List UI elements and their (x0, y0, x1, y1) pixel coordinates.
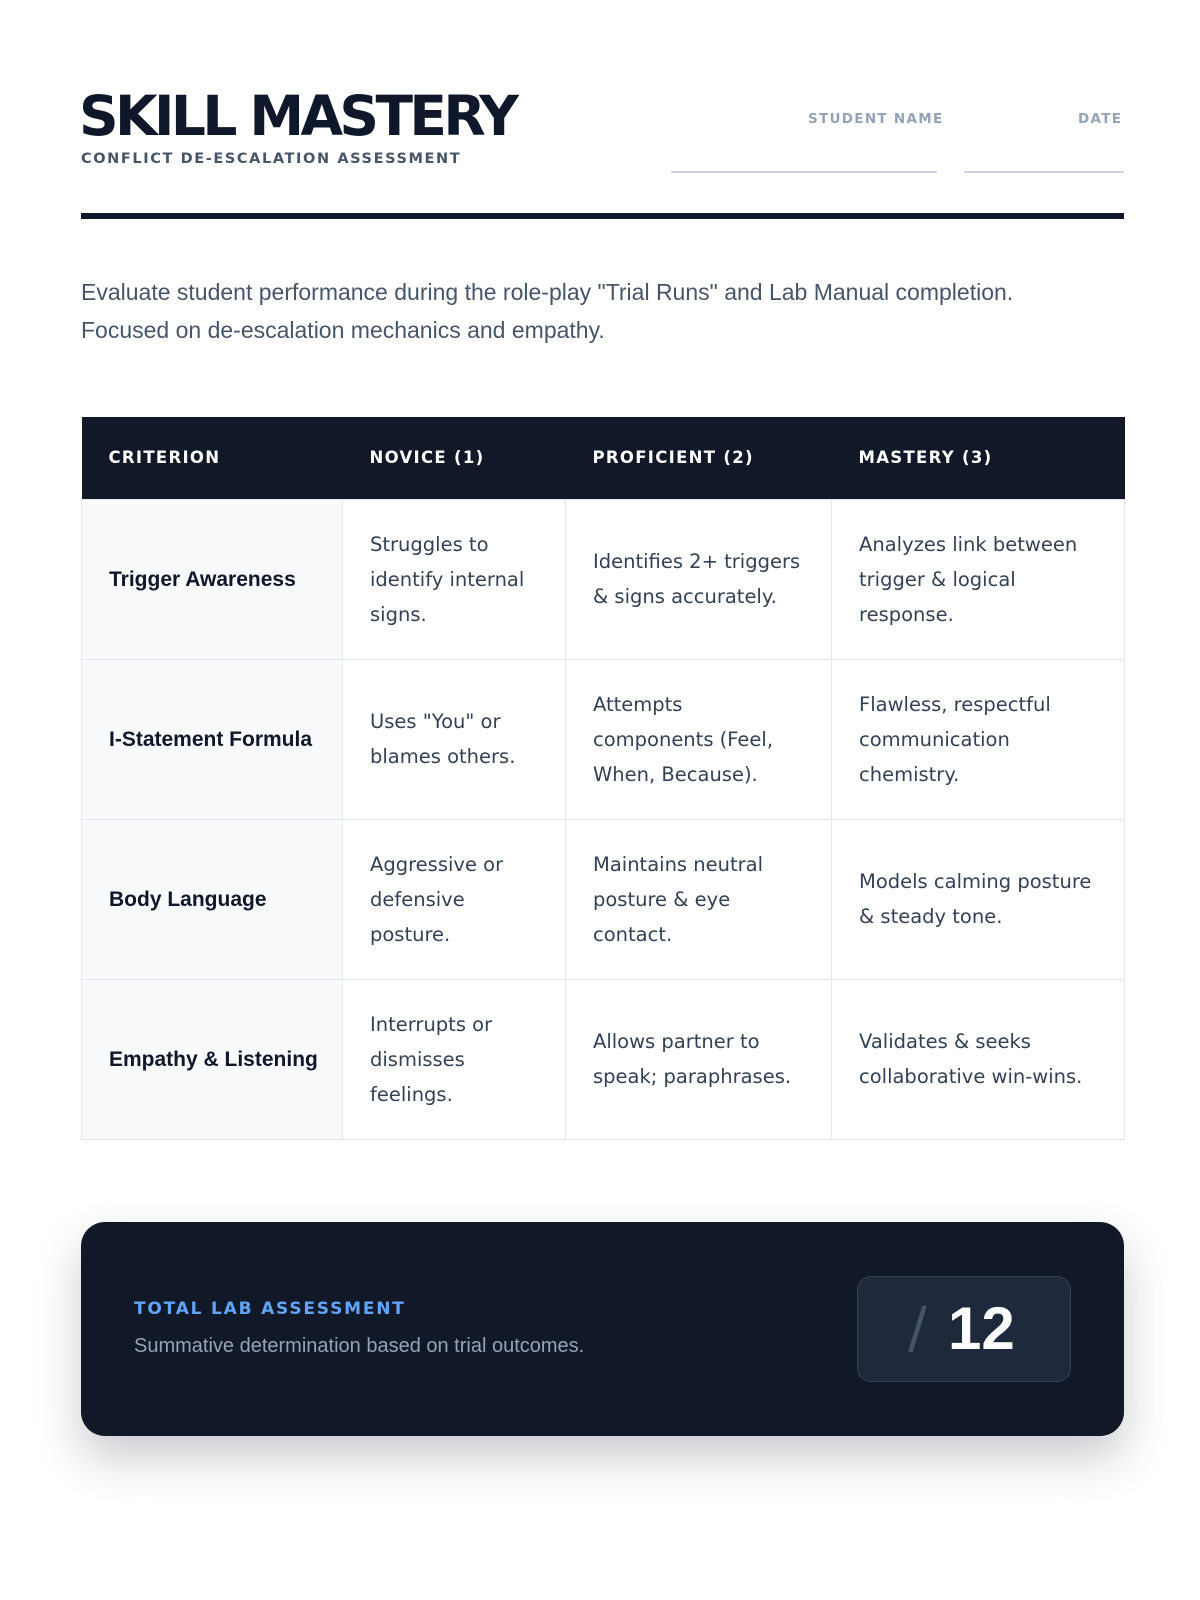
column-header-novice: NOVICE (1) (343, 417, 566, 499)
mastery-cell: Analyzes link between trigger & logical response. (832, 499, 1125, 659)
student-name-field[interactable] (671, 171, 937, 173)
criterion-cell: I-Statement Formula (82, 659, 343, 819)
page-subtitle: CONFLICT DE-ESCALATION ASSESSMENT (81, 151, 462, 167)
criterion-cell: Empathy & Listening (82, 979, 343, 1139)
page-title: SKILL MASTERY (79, 84, 516, 148)
proficient-cell: Allows partner to speak; paraphrases. (566, 979, 832, 1139)
column-header-criterion: CRITERION (82, 417, 343, 499)
header-divider (81, 213, 1124, 219)
criterion-cell: Body Language (82, 819, 343, 979)
intro-text: Evaluate student performance during the role-play "Trial Runs" and Lab Manual completion. Focused on de-escalation mechanics and empathy. (81, 279, 1014, 343)
table-row (82, 979, 1125, 1139)
novice-cell: Uses "You" or blames others. (343, 659, 566, 819)
total-title: TOTAL LAB ASSESSMENT (134, 1299, 406, 1319)
score-box[interactable] (857, 1276, 1071, 1382)
column-header-proficient: PROFICIENT (2) (566, 417, 832, 499)
mastery-cell: Validates & seeks collaborative win-wins. (832, 979, 1125, 1139)
table-row (82, 659, 1125, 819)
total-description: Summative determination based on trial outcomes. (134, 1335, 585, 1357)
novice-cell: Interrupts or dismisses feelings. (343, 979, 566, 1139)
criterion-cell: Trigger Awareness (82, 499, 343, 659)
proficient-cell: Maintains neutral posture & eye contact. (566, 819, 832, 979)
proficient-cell: Identifies 2+ triggers & signs accurately. (566, 499, 832, 659)
max-score: 12 (948, 1295, 1015, 1362)
rubric-table (81, 417, 1125, 1140)
table-row (82, 499, 1125, 659)
date-field[interactable] (964, 171, 1124, 173)
rubric-header-row (82, 417, 1125, 499)
score-slash: / (908, 1296, 927, 1361)
table-row (82, 819, 1125, 979)
novice-cell: Struggles to identify internal signs. (343, 499, 566, 659)
page-header (81, 84, 1124, 174)
mastery-cell: Flawless, respectful communication chemistry. (832, 659, 1125, 819)
rubric-page (81, 0, 1124, 1600)
student-name-label: STUDENT NAME (808, 111, 944, 127)
novice-cell: Aggressive or defensive posture. (343, 819, 566, 979)
date-label: DATE (1078, 111, 1123, 127)
proficient-cell: Attempts components (Feel, When, Because). (566, 659, 832, 819)
total-assessment-card (81, 1222, 1124, 1436)
mastery-cell: Models calming posture & steady tone. (832, 819, 1125, 979)
column-header-mastery: MASTERY (3) (832, 417, 1125, 499)
